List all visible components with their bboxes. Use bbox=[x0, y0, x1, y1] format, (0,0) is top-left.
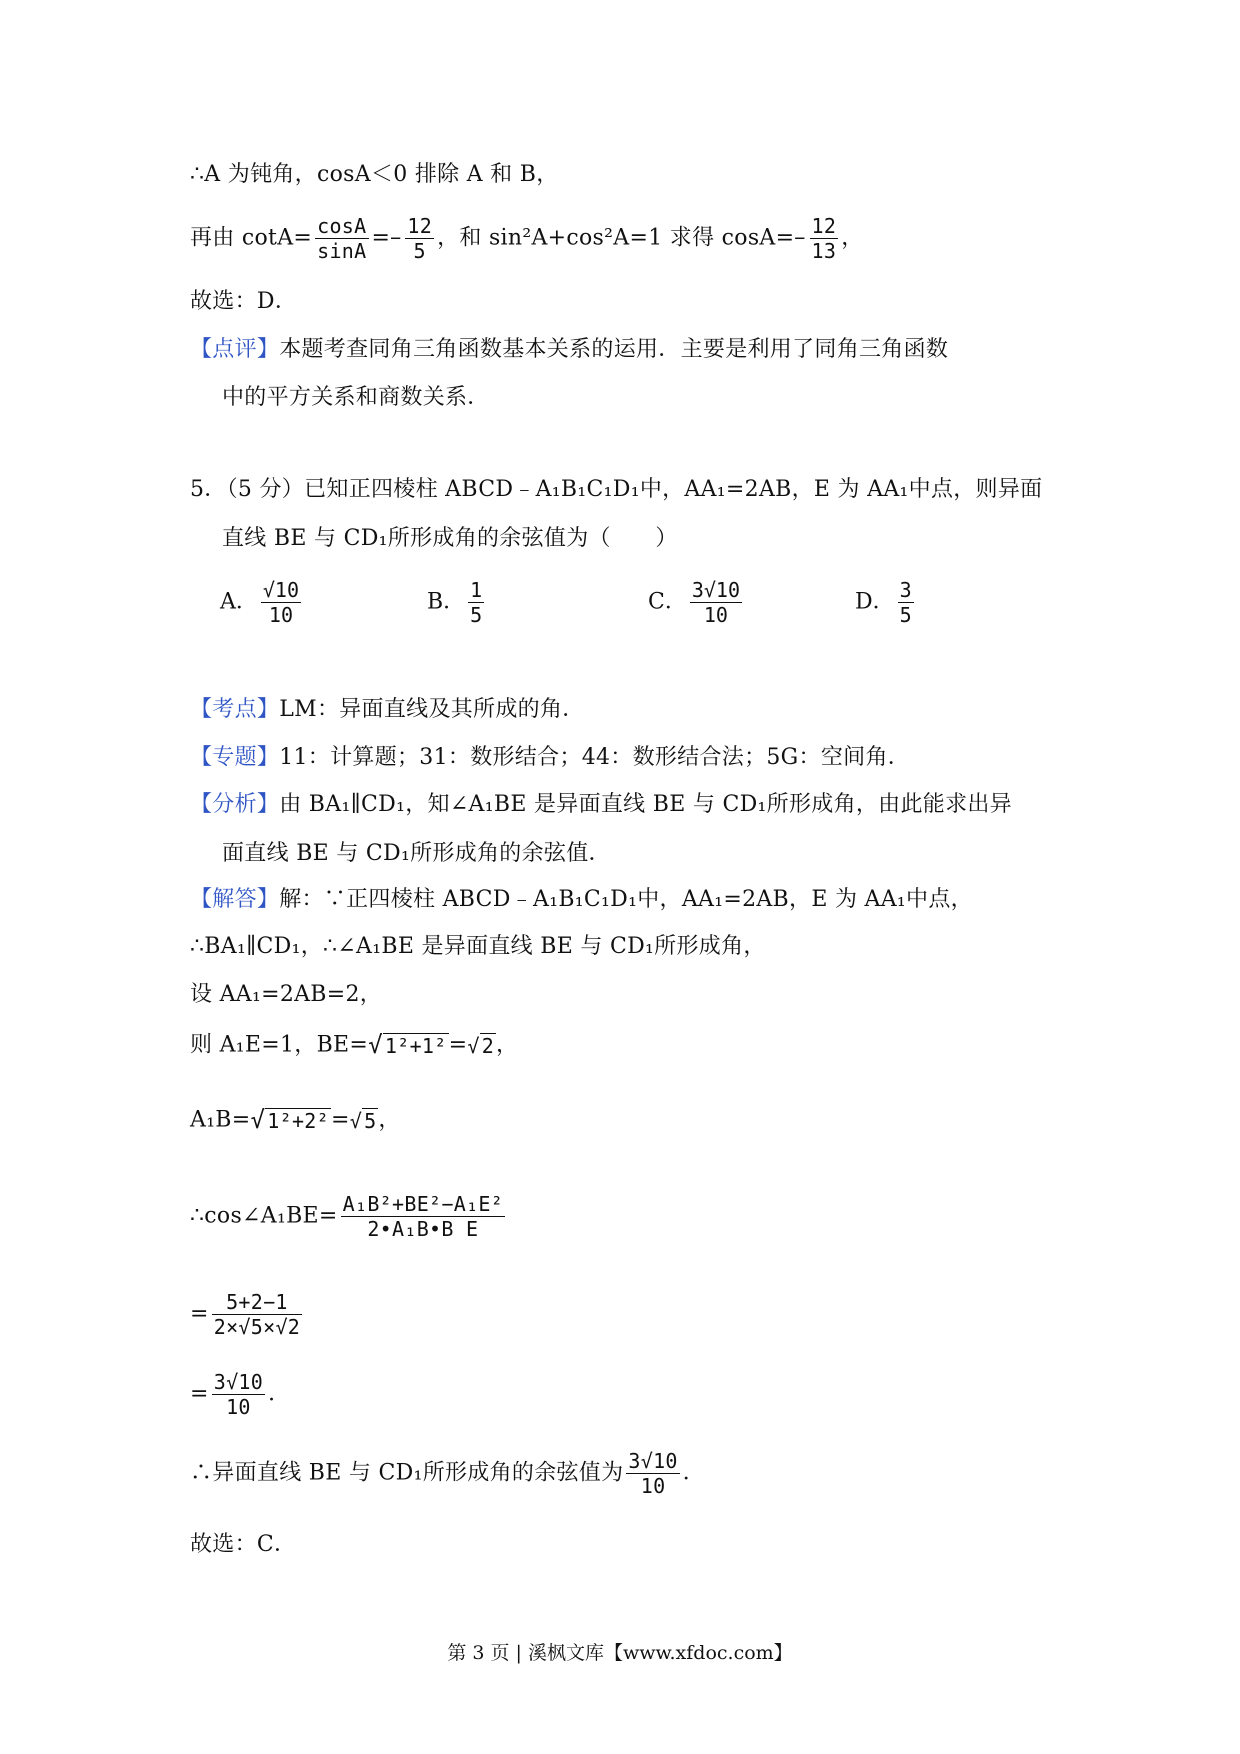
option-c[interactable]: C． $\frac{3√10}{10}$ bbox=[648, 578, 741, 627]
step-simplified: = $\frac{3√10}{10}$ ． bbox=[190, 1370, 291, 1419]
review-line-1: 【点评】本题考查同角三角函数基本关系的运用．主要是利用了同角三角函数 bbox=[190, 337, 949, 362]
result-fraction: $\frac{3√10}{10}$ bbox=[213, 1370, 264, 1419]
fenxi-line-2: 面直线 BE 与 CD₁所形成角的余弦值． bbox=[222, 841, 611, 866]
jieda-line: 【解答】解：∵正四棱柱 ABCD﹣A₁B₁C₁D₁中，AA₁=2AB，E 为 AA₁中点， bbox=[190, 887, 973, 912]
minus-sign: − bbox=[794, 227, 806, 249]
option-b[interactable]: B． $\frac{1}{5}$ bbox=[427, 578, 483, 627]
solution-text: ∴A 为钝角，cosA＜0 排除 A 和 B， bbox=[190, 162, 559, 187]
step-set-lengths: 设 AA₁=2AB=2， bbox=[190, 982, 383, 1007]
answer-d-line: 故选：D． bbox=[190, 289, 298, 314]
question-5-line-1: 5．（5 分）已知正四棱柱 ABCD﹣A₁B₁C₁D₁中，AA₁=2AB，E 为 AA₁中点，则异面 bbox=[190, 477, 1043, 502]
fenxi-line-1: 【分析】由 BA₁∥CD₁，知∠A₁BE 是异面直线 BE 与 CD₁所形成角，由此能求出异 bbox=[190, 792, 1012, 817]
substituted-fraction: $\frac{5+2-1}{2\times√5\times√2}$ bbox=[213, 1290, 301, 1339]
step-substitute: = $\frac{5+2-1}{2\times√5\times√2}$ bbox=[190, 1290, 301, 1339]
solution-line-obtuse bbox=[190, 160, 559, 190]
step-cos-formula: ∴cos∠A₁BE= $\frac{\text{A₁B²+BE²−A₁E²}}{\text{2•A₁B•B E}}$ bbox=[190, 1192, 504, 1241]
option-a-fraction: $\frac{√10}{10}$ bbox=[262, 578, 300, 627]
zhuanti-tag: 【专题】 bbox=[190, 745, 280, 770]
fraction-12-5: $\frac{12}{5}$ bbox=[407, 214, 433, 263]
option-a[interactable]: A． $\frac{√10}{10}$ bbox=[220, 578, 300, 627]
step-parallel: ∴BA₁∥CD₁，∴∠A₁BE 是异面直线 BE 与 CD₁所形成角， bbox=[190, 934, 766, 959]
review-tag: 【点评】 bbox=[190, 337, 280, 362]
answer-c-line: 故选：C． bbox=[190, 1532, 297, 1557]
step-a1b-length: A₁B=√ 1²+2²=√ 5， bbox=[190, 1106, 401, 1134]
cot-label: 再由 cotA= bbox=[190, 225, 313, 251]
conclusion-fraction: $\frac{3√10}{10}$ bbox=[628, 1449, 678, 1498]
sqrt-2: √ 2 bbox=[467, 1033, 495, 1058]
cosine-law-fraction: $\frac{\text{A₁B²+BE²−A₁E²}}{\text{2•A₁B•B E}}$ bbox=[342, 1192, 504, 1241]
identity-text: ，和 sin²A+cos²A=1 求得 cosA= bbox=[437, 225, 795, 251]
sqrt-5: √ 5 bbox=[349, 1108, 377, 1133]
kaodian-line: 【考点】LM：异面直线及其所成的角． bbox=[190, 697, 585, 722]
sqrt-1-1: √ 1²+1² bbox=[368, 1031, 447, 1059]
fenxi-tag: 【分析】 bbox=[190, 792, 280, 817]
option-d[interactable]: D． $\frac{3}{5}$ bbox=[855, 578, 912, 627]
zhuanti-line: 【专题】11：计算题；31：数形结合；44：数形结合法；5G：空间角． bbox=[190, 745, 911, 770]
solution-line-cot: 再由 cotA= $\frac{\cos A}{\sin A}$ =− $\frac{12}{5}$ ，和 sin²A+cos²A=1 求得 cosA=− $\frac{12}{13}$ ， bbox=[190, 214, 864, 263]
option-b-fraction: $\frac{1}{5}$ bbox=[470, 578, 483, 627]
minus-sign: − bbox=[390, 227, 402, 249]
cos-over-sin-fraction: $\frac{\cos A}{\sin A}$ bbox=[317, 214, 367, 263]
step-be-length: 则 A₁E=1，BE=√ 1²+1²=√ 2， bbox=[190, 1031, 519, 1059]
sqrt-1-4: √ 1²+2² bbox=[250, 1106, 329, 1134]
option-c-fraction: $\frac{3√10}{10}$ bbox=[691, 578, 741, 627]
option-d-fraction: $\frac{3}{5}$ bbox=[899, 578, 912, 627]
question-5-line-2: 直线 BE 与 CD₁所形成角的余弦值为（ ） bbox=[222, 526, 678, 551]
jieda-tag: 【解答】 bbox=[190, 887, 280, 912]
page-footer: 第 3 页 | 溪枫文库【www.xfdoc.com】 bbox=[447, 1642, 793, 1664]
fraction-12-13: $\frac{12}{13}$ bbox=[811, 214, 837, 263]
review-line-2: 中的平方关系和商数关系． bbox=[222, 385, 490, 410]
step-conclusion: ∴异面直线 BE 与 CD₁所形成角的余弦值为 $\frac{3√10}{10}$ ． bbox=[190, 1449, 706, 1498]
kaodian-tag: 【考点】 bbox=[190, 697, 280, 722]
